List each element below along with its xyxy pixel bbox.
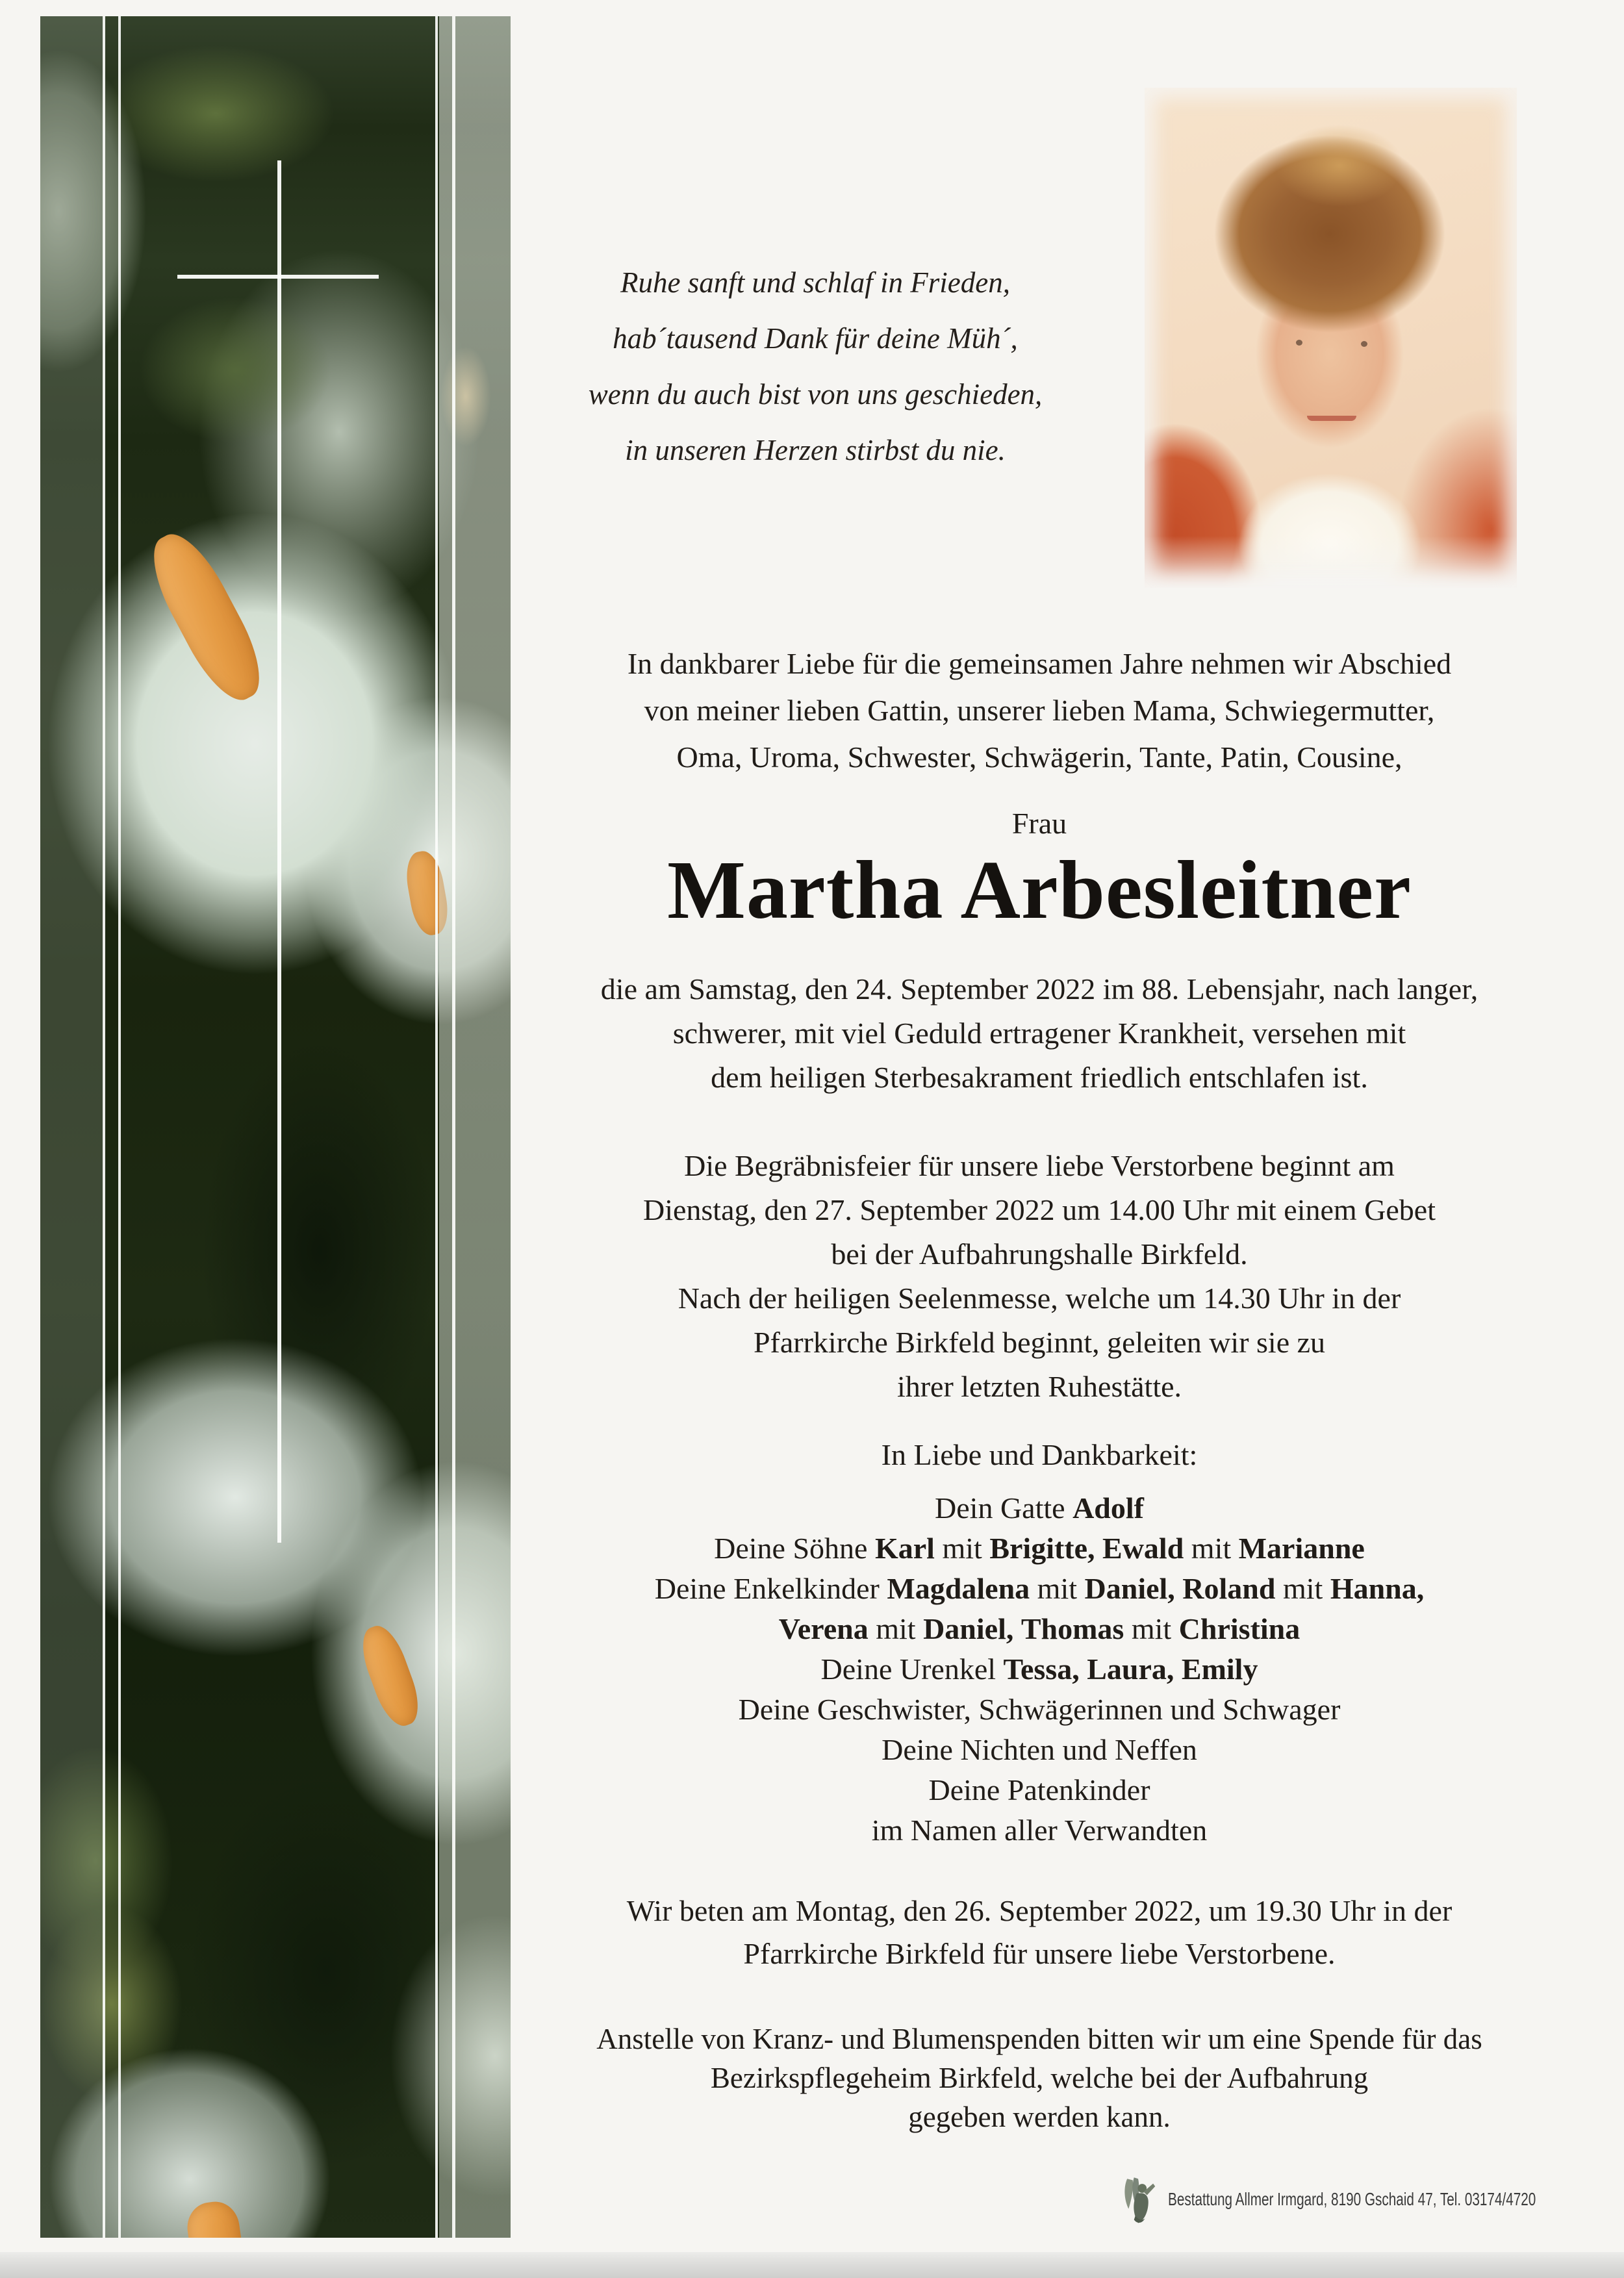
poem-line: Ruhe sanft und schlaf in Frieden, — [620, 266, 1010, 299]
funeral-line: Pfarrkirche Birkfeld beginnt, geleiten wir sie zu — [753, 1326, 1326, 1359]
poem-line: hab´tausend Dank für deine Müh´, — [613, 322, 1018, 355]
family-member-name: Magdalena — [887, 1572, 1030, 1605]
family-member-name: Thomas — [1021, 1612, 1124, 1645]
intro-line: In dankbarer Liebe für die gemeinsamen Jahre nehmen wir Abschied — [627, 647, 1452, 680]
family-line — [533, 1730, 1546, 1770]
family-line — [533, 1609, 1546, 1649]
strip-white-line-right-1 — [435, 16, 438, 2238]
family-line-text — [1175, 1572, 1183, 1605]
donation-line: Bezirkspflegeheim Birkfeld, welche bei der Aufbahrung — [710, 2062, 1369, 2094]
intro-line: Oma, Uroma, Schwester, Schwägerin, Tante, Patin, Cousine, — [676, 740, 1402, 774]
poem-line: in unseren Herzen stirbst du nie. — [625, 434, 1006, 466]
family-line-text: im Namen aller Verwandten — [871, 1814, 1208, 1847]
intro-paragraph — [533, 640, 1546, 781]
poem-line: wenn du auch bist von uns geschieden, — [588, 378, 1043, 411]
family-member-name: Brigitte, — [989, 1532, 1095, 1565]
intro-line: von meiner lieben Gattin, unserer lieben Mama, Schwiegermutter, — [644, 694, 1435, 727]
prayer-line: Wir beten am Montag, den 26. September 2022, um 19.30 Uhr in der — [626, 1894, 1453, 1927]
strip-white-line-right-2 — [452, 16, 455, 2238]
funeral-home-contact: Bestattung Allmer Irmgard, 8190 Gschaid 47, Tel. 03174/4720 — [1168, 2189, 1536, 2209]
family-line-text — [1013, 1612, 1021, 1645]
funeral-line: Nach der heiligen Seelenmesse, welche um 14.30 Uhr in der — [678, 1282, 1401, 1315]
family-line — [533, 1528, 1546, 1569]
scan-edge-band — [0, 2252, 1624, 2278]
donation-line: gegeben werden kann. — [908, 2101, 1171, 2133]
family-member-name: Roland — [1182, 1572, 1276, 1605]
strip-white-line-left-2 — [118, 16, 121, 2238]
funeral-line: Die Begräbnisfeier für unsere liebe Verstorbene beginnt am — [684, 1149, 1395, 1182]
calla-lily-photo-strip — [40, 16, 511, 2238]
deceased-name: Martha Arbesleitner — [667, 844, 1412, 936]
family-member-name: Daniel, — [1084, 1572, 1175, 1605]
funeral-line: bei der Aufbahrungshalle Birkfeld. — [831, 1237, 1248, 1271]
portrait-eyes-shape — [1296, 340, 1302, 346]
portrait-mouth-shape — [1307, 416, 1356, 421]
donation-paragraph — [533, 2019, 1546, 2136]
memorial-poem — [494, 255, 1137, 478]
family-line — [533, 1810, 1546, 1851]
portrait-fade-edge — [1145, 536, 1517, 588]
funeral-details-paragraph — [533, 1144, 1546, 1409]
family-line-text — [1095, 1532, 1103, 1565]
family-list — [533, 1488, 1546, 1851]
family-line — [533, 1690, 1546, 1730]
funeral-line: Dienstag, den 27. September 2022 um 14.00 Uhr mit einem Gebet — [642, 1193, 1436, 1226]
family-member-name: Karl — [874, 1532, 935, 1565]
strip-white-line-left-1 — [103, 16, 105, 2238]
family-line-text: Dein Gatte — [935, 1491, 1073, 1525]
family-line-text: mit — [934, 1532, 990, 1565]
prayer-paragraph — [533, 1890, 1546, 1975]
portrait-photo — [1145, 88, 1517, 588]
family-line — [533, 1488, 1546, 1528]
family-line-text: Deine Söhne — [714, 1532, 875, 1565]
cross-overlay-bar — [177, 275, 379, 279]
family-member-name: Verena — [778, 1612, 869, 1645]
family-line-text: Deine Enkelkinder — [654, 1572, 887, 1605]
family-line — [533, 1569, 1546, 1609]
calla-spadix-shape — [184, 2199, 244, 2238]
calla-spadix-shape — [138, 523, 275, 711]
death-notice-line: die am Samstag, den 24. September 2022 im 88. Lebensjahr, nach langer, — [600, 972, 1478, 1006]
funeral-line: ihrer letzten Ruhestätte. — [896, 1370, 1182, 1403]
family-line-text: Deine Nichten und Neffen — [882, 1733, 1197, 1766]
death-notice-line: dem heiligen Sterbesakrament friedlich entschlafen ist. — [711, 1061, 1368, 1094]
family-line-text: Deine Urenkel — [820, 1652, 1004, 1686]
death-notice-line: schwerer, mit viel Geduld ertragener Krankheit, versehen mit — [672, 1017, 1406, 1050]
family-member-name: Christina — [1178, 1612, 1300, 1645]
family-line-text: mit — [1124, 1612, 1179, 1645]
family-line-text: mit — [1275, 1572, 1330, 1605]
family-line-text: mit — [1030, 1572, 1085, 1605]
cross-overlay-stem — [277, 160, 281, 1543]
family-member-name: Ewald — [1102, 1532, 1184, 1565]
closing-line: In Liebe und Dankbarkeit: — [881, 1438, 1198, 1471]
death-notice-paragraph — [533, 967, 1546, 1100]
family-line-text: mit — [1184, 1532, 1239, 1565]
prayer-line: Pfarrkirche Birkfeld für unsere liebe Verstorbene. — [743, 1937, 1336, 1970]
family-line-text: Deine Patenkinder — [928, 1773, 1150, 1806]
family-line — [533, 1649, 1546, 1690]
family-line-text: mit — [868, 1612, 924, 1645]
salutation-frau: Frau — [1011, 807, 1067, 840]
family-member-name: Daniel, — [923, 1612, 1014, 1645]
donation-line: Anstelle von Kranz- und Blumenspenden bitten wir um eine Spende für das — [596, 2023, 1482, 2055]
family-member-name: Hanna, — [1330, 1572, 1425, 1605]
family-member-name: Tessa, Laura, Emily — [1003, 1652, 1258, 1686]
family-line-text: Deine Geschwister, Schwägerinnen und Schwager — [738, 1693, 1341, 1726]
family-member-name: Adolf — [1072, 1491, 1144, 1525]
family-line — [533, 1770, 1546, 1810]
calla-spadix-shape — [354, 1621, 426, 1732]
family-member-name: Marianne — [1238, 1532, 1365, 1565]
strip-left-exposure-band — [40, 16, 104, 2238]
funeral-home-logo-angel-icon — [1116, 2175, 1160, 2229]
